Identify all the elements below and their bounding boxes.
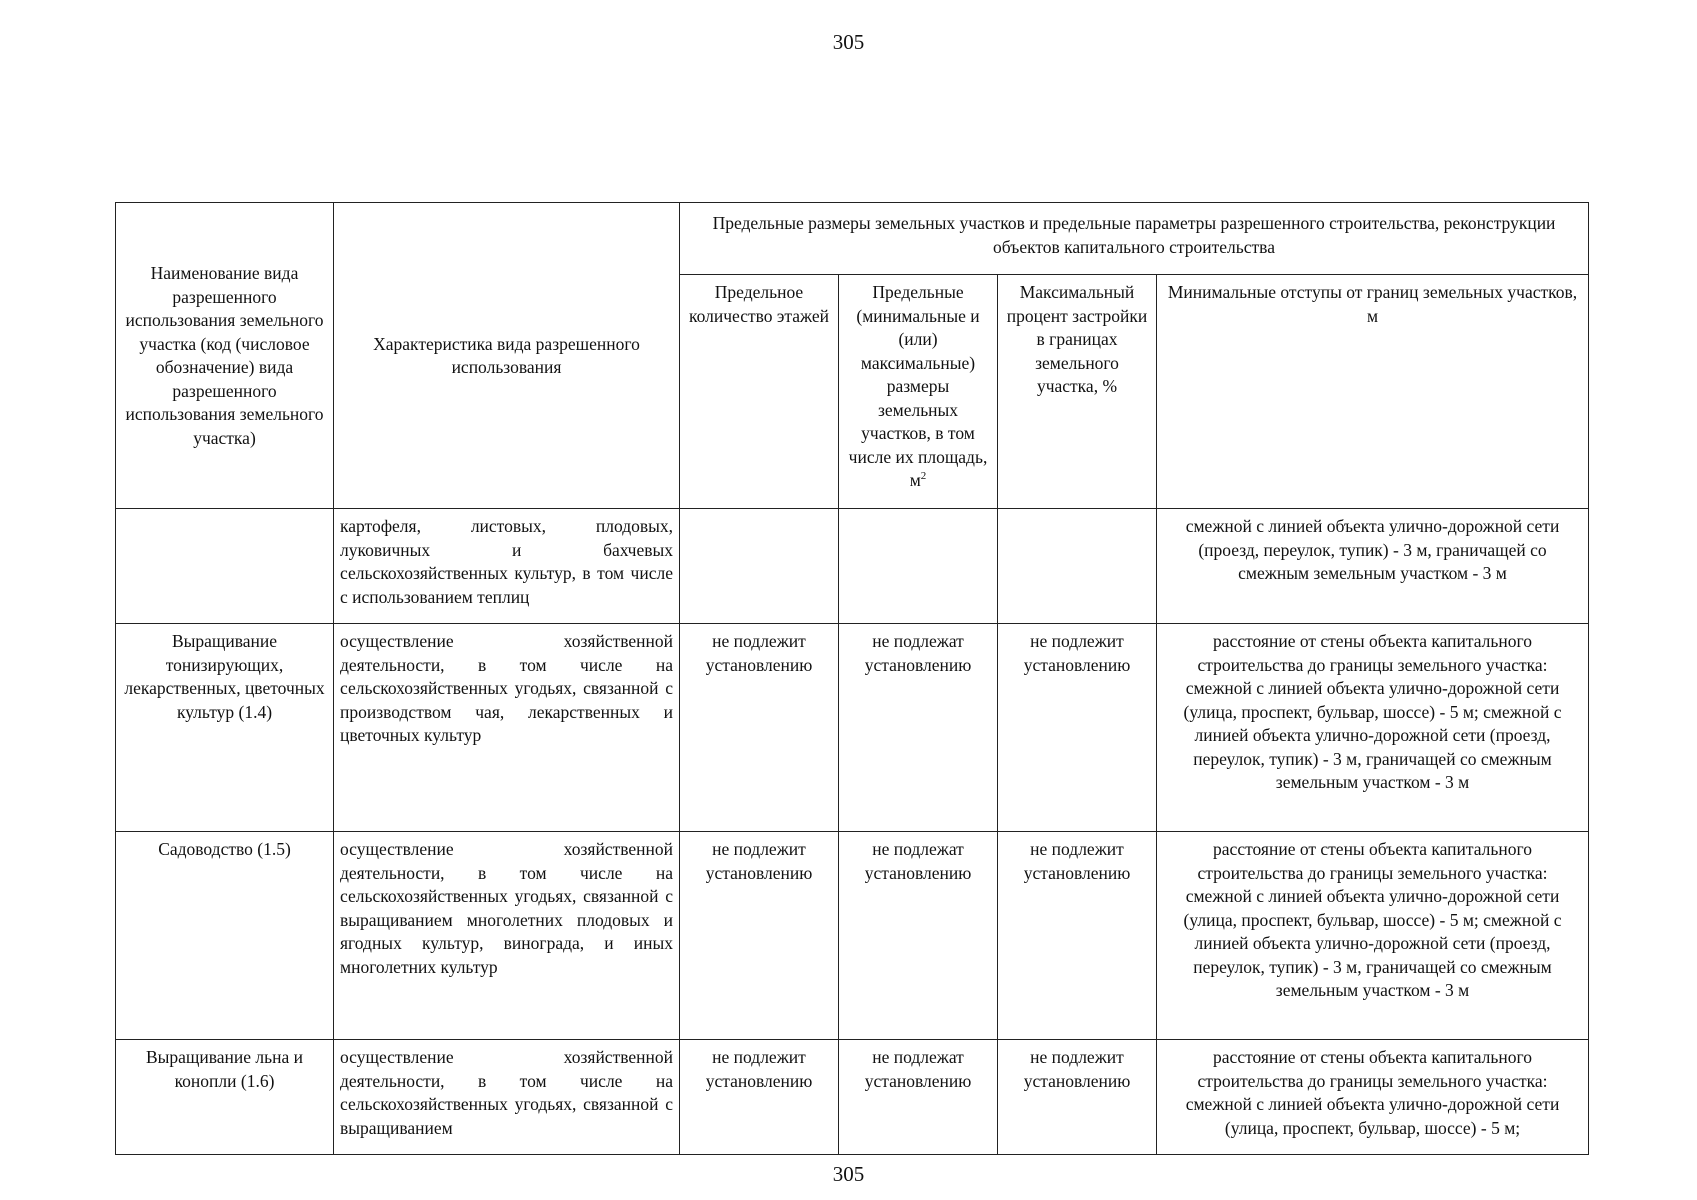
cell-setbacks: расстояние от стены объекта капитального строительства до границы земельного участка: смежной с линией объекта улично-дорожной сети (улица, проспект, бульвар, шоссе) - 5 м; смежной с линией объекта улично-дорожной сети (проезд, переулок, тупик) - 3 м, граничащей со смежным земельным участком - 3 м [1157, 832, 1589, 1040]
cell-area: не подлежат установлению [839, 624, 998, 832]
cell-characteristic: картофеля, листовых, плодовых, луковичных и бахчевых сельскохозяйственных культур, в том числе с использованием теплиц [334, 509, 680, 624]
cell-characteristic: осуществление хозяйственной деятельности, в том числе на сельскохозяйственных угодьях, связанной с выращиванием [334, 1040, 680, 1155]
header-max-floors: Предельное количество этажей [680, 275, 839, 509]
cell-floors: не подлежит установлению [680, 832, 839, 1040]
header-limits-group: Предельные размеры земельных участков и предельные параметры разрешенного строительства, реконструкции объектов капитального строительства [680, 203, 1589, 275]
cell-floors: не подлежит установлению [680, 1040, 839, 1155]
cell-setbacks: расстояние от стены объекта капитального строительства до границы земельного участка: смежной с линией объекта улично-дорожной сети (улица, проспект, бульвар, шоссе) - 5 м; смежной с линией объекта улично-дорожной сети (проезд, переулок, тупик) - 3 м, граничащей со смежным земельным участком - 3 м [1157, 624, 1589, 832]
cell-characteristic: осуществление хозяйственной деятельности, в том числе на сельскохозяйственных угодьях, связанной с выращиванием многолетних плодовых и ягодных культур, винограда, и иных многолетних культур [334, 832, 680, 1040]
header-row-1 [116, 203, 1589, 275]
table-row [116, 624, 1589, 832]
cell-area [839, 509, 998, 624]
header-plot-area-sup: 2 [920, 470, 927, 483]
table-row [116, 832, 1589, 1040]
page-number-top: 305 [832, 30, 865, 54]
cell-coverage [998, 509, 1157, 624]
header-use-name: Наименование вида разрешенного использования земельного участка (код (числовое обозначение) вида разрешенного использования земельного участка) [116, 203, 334, 509]
table-row [116, 509, 1589, 624]
cell-use-name: Выращивание тонизирующих, лекарственных, цветочных культур (1.4) [116, 624, 334, 832]
cell-use-name: Садоводство (1.5) [116, 832, 334, 1040]
cell-use-name: Выращивание льна и конопли (1.6) [116, 1040, 334, 1155]
cell-coverage: не подлежит установлению [998, 832, 1157, 1040]
land-use-regulations-table [115, 202, 1589, 1155]
page-number-bottom: 305 [832, 1162, 865, 1186]
cell-use-name [116, 509, 334, 624]
header-plot-area-text: Предельные (минимальные и (или) максимальные) размеры земельных участков, в том числе их площадь, м [848, 282, 988, 490]
header-max-coverage: Максимальный процент застройки в границах земельного участка, % [998, 275, 1157, 509]
cell-coverage: не подлежит установлению [998, 624, 1157, 832]
cell-coverage: не подлежит установлению [998, 1040, 1157, 1155]
cell-characteristic: осуществление хозяйственной деятельности, в том числе на сельскохозяйственных угодьях, связанной с производством чая, лекарственных и цветочных культур [334, 624, 680, 832]
table-row [116, 1040, 1589, 1155]
cell-area: не подлежат установлению [839, 832, 998, 1040]
cell-area: не подлежат установлению [839, 1040, 998, 1155]
cell-setbacks: смежной с линией объекта улично-дорожной сети (проезд, переулок, тупик) - 3 м, граничащей со смежным земельным участком - 3 м [1157, 509, 1589, 624]
cell-setbacks: расстояние от стены объекта капитального строительства до границы земельного участка: смежной с линией объекта улично-дорожной сети (улица, проспект, бульвар, шоссе) - 5 м; [1157, 1040, 1589, 1155]
cell-floors [680, 509, 839, 624]
header-use-characteristic: Характеристика вида разрешенного использования [334, 203, 680, 509]
header-min-setbacks: Минимальные отступы от границ земельных участков, м [1157, 275, 1589, 509]
header-plot-area [839, 275, 998, 509]
cell-floors: не подлежит установлению [680, 624, 839, 832]
